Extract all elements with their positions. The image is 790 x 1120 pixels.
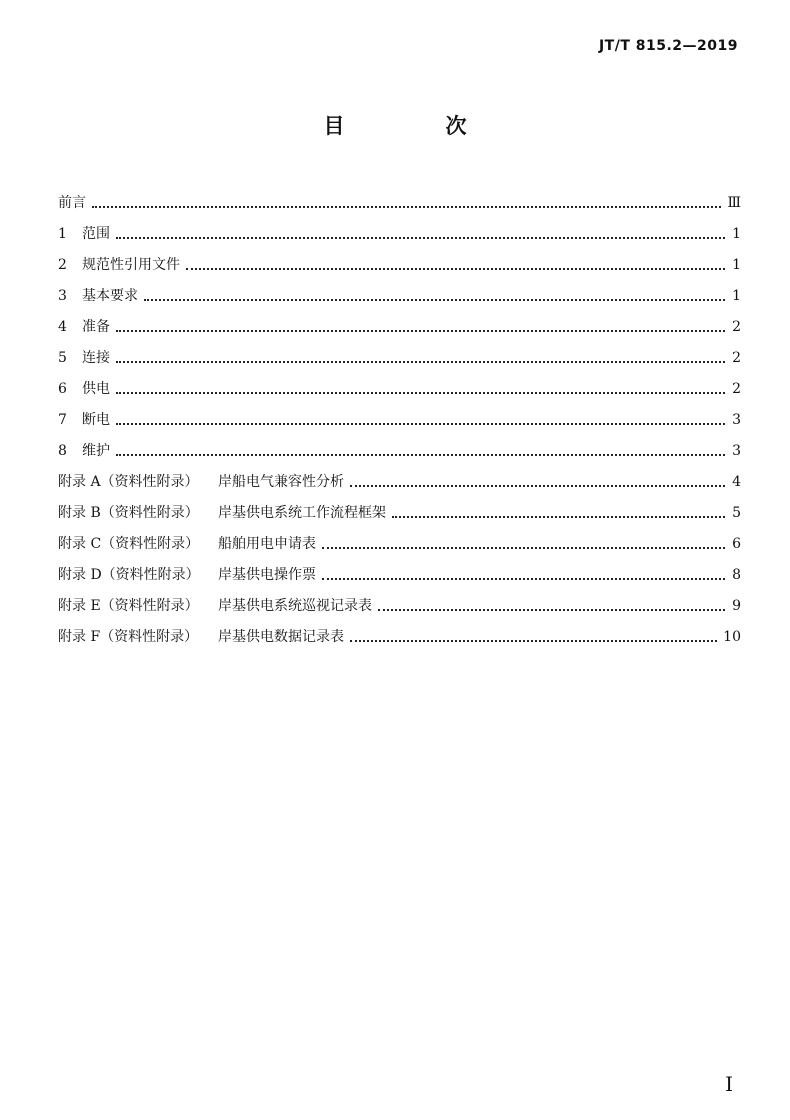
toc-entry-title: 岸基供电数据记录表 [218,629,344,645]
toc-entry-appendix-d[interactable] [58,554,741,585]
toc-entry-title: 前言 [58,195,86,211]
document-id: JT/T 815.2—2019 [598,38,738,54]
toc-entry-label [58,441,110,461]
toc-entry-title: 维护 [82,443,110,459]
toc-entry-appendix-f[interactable] [58,616,741,647]
toc-leader-dots [116,392,725,394]
toc-entry-appendix-a[interactable] [58,461,741,492]
toc-appendix-number: 附录 A（资料性附录） [58,474,199,490]
toc-entry-label [58,503,386,523]
toc-entry-number: 8 [58,443,67,459]
toc-appendix-number: 附录 C（资料性附录） [58,536,200,552]
toc-entry-6[interactable] [58,368,741,399]
toc-leader-dots [116,361,725,363]
toc-entry-title: 岸基供电操作票 [218,567,316,583]
toc-entry-label [58,255,180,275]
toc-entry-label [58,317,110,337]
toc-entry-label [58,596,372,616]
toc-entry-title: 连接 [82,350,110,366]
toc-entry-label [58,410,110,430]
toc-leader-dots [92,206,721,208]
toc-entry-appendix-b[interactable] [58,492,741,523]
toc-entry-8[interactable] [58,430,741,461]
toc-entry-title: 岸基供电系统工作流程框架 [218,505,386,521]
toc-entry-page: 4 [732,474,741,490]
toc-leader-dots [350,640,717,642]
toc-entry-2[interactable] [58,244,741,275]
toc-leader-dots [186,268,725,270]
toc-entry-page: 2 [732,381,741,397]
toc-entry-title: 范围 [82,226,110,242]
toc-entry-title: 规范性引用文件 [82,257,180,273]
toc-entry-title: 准备 [82,319,110,335]
toc-entry-3[interactable] [58,275,741,306]
toc-entry-number: 2 [58,257,67,273]
toc-entry-4[interactable] [58,306,741,337]
toc-entry-page: 6 [732,536,741,552]
toc-entry-page: 5 [732,505,741,521]
toc-entry-page: 1 [732,288,741,304]
toc-entry-page: 3 [732,443,741,459]
toc-entry-page: 2 [732,350,741,366]
toc-entry-page: Ⅲ [727,195,741,211]
toc-leader-dots [116,330,725,332]
toc-entry-7[interactable] [58,399,741,430]
toc-entry-title: 基本要求 [82,288,138,304]
toc-entry-title: 岸船电气兼容性分析 [218,474,344,490]
toc-entry-title: 断电 [82,412,110,428]
toc-entry-number: 3 [58,288,67,304]
toc-leader-dots [116,237,725,239]
toc-entry-appendix-e[interactable] [58,585,741,616]
toc-entry-number: 5 [58,350,67,366]
toc-leader-dots [322,578,725,580]
toc-entry-appendix-c[interactable] [58,523,741,554]
toc-entry-label [58,348,110,368]
toc-entry-number: 1 [58,226,67,242]
toc-leader-dots [144,299,725,301]
toc-appendix-number: 附录 B（资料性附录） [58,505,199,521]
toc-appendix-number: 附录 F（资料性附录） [58,629,199,645]
toc-entry-number: 6 [58,381,67,397]
toc-leader-dots [378,609,725,611]
toc-entry-page: 1 [732,226,741,242]
toc-entry-label [58,472,344,492]
toc-entry-title: 船舶用电申请表 [218,536,316,552]
toc-entry-label [58,286,138,306]
toc-entry-number: 4 [58,319,67,335]
toc-entry-label [58,565,316,585]
toc-leader-dots [322,547,725,549]
toc-entry-preface[interactable] [58,182,741,213]
toc-entry-page: 8 [732,567,741,583]
page-title: 目 次 [323,114,507,138]
toc-entry-label [58,627,344,647]
toc-entry-title: 岸基供电系统巡视记录表 [218,598,372,614]
toc-appendix-number: 附录 D（资料性附录） [58,567,200,583]
toc-entry-label [58,534,316,554]
toc-entry-page: 3 [732,412,741,428]
toc-entry-label [58,224,110,244]
page-number: I [725,1072,733,1096]
toc-entry-page: 10 [723,629,741,645]
toc-entry-page: 9 [732,598,741,614]
toc-entry-5[interactable] [58,337,741,368]
toc-entry-page: 2 [732,319,741,335]
toc-leader-dots [116,454,725,456]
toc-leader-dots [350,485,725,487]
toc-entry-page: 1 [732,257,741,273]
table-of-contents [58,182,741,647]
toc-leader-dots [116,423,725,425]
toc-entry-title: 供电 [82,381,110,397]
toc-entry-1[interactable] [58,213,741,244]
toc-appendix-number: 附录 E（资料性附录） [58,598,199,614]
toc-entry-label [58,193,86,213]
toc-entry-label [58,379,110,399]
toc-leader-dots [392,516,725,518]
toc-entry-number: 7 [58,412,67,428]
